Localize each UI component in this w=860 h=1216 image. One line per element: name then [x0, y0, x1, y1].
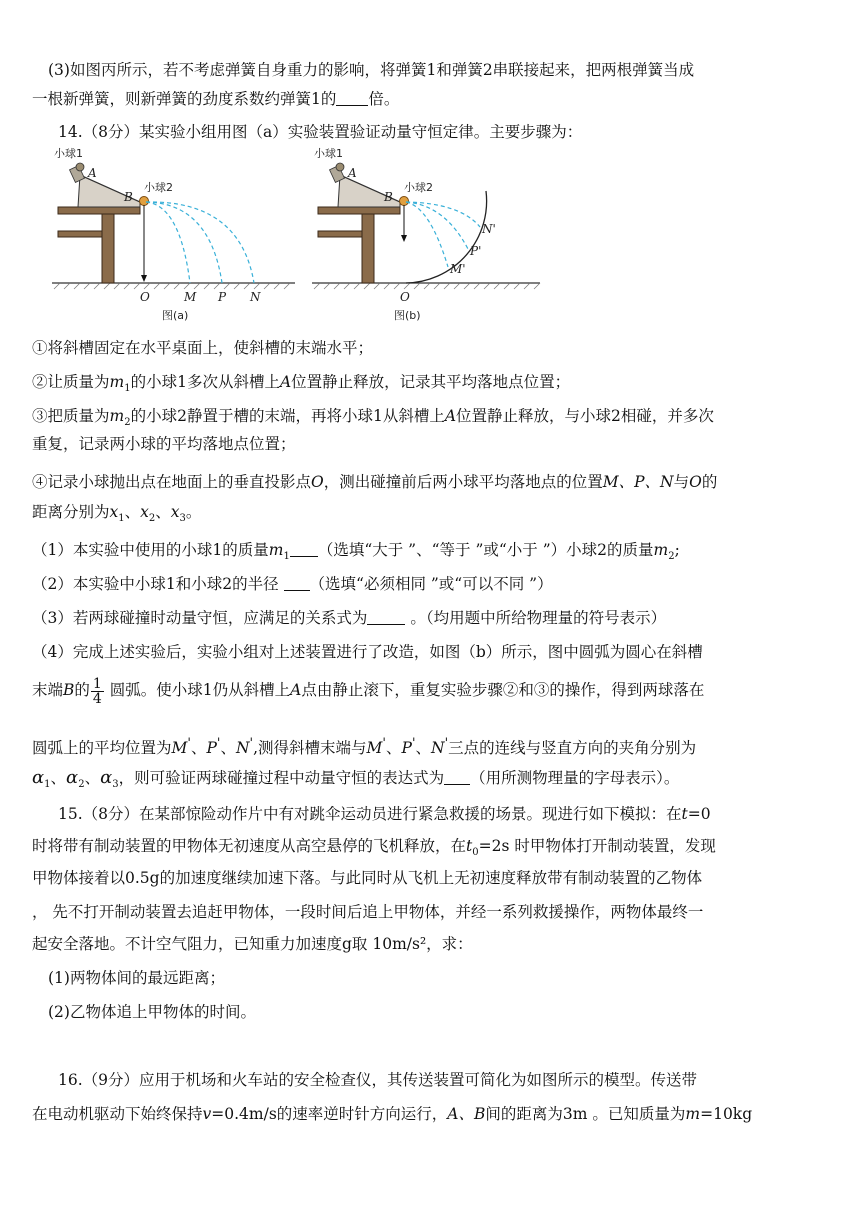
q16-line1: 16.（9分）应用于机场和火车站的安全检查仪，其传送装置可简化为如图所示的模型。传送带: [58, 1071, 698, 1089]
label-B: B: [124, 190, 133, 204]
caption-a: 图(a): [162, 309, 189, 322]
label-N-prime: N': [482, 222, 496, 236]
q14-sub4-line3: 圆弧上的平均位置为M'、P'、N',测得斜槽末端与M'、P'、N'三点的连线与竖直方向的夹角分别为: [32, 736, 697, 758]
q15-line2: 时将带有制动装置的甲物体无初速度从高空悬停的飞机释放，在$t_0=2s$ 时甲物体打开制动装置，发现: [32, 837, 716, 859]
q15-line1: 15.（8分）在某部惊险动作片中有对跳伞运动员进行紧急救援的场景。现进行如下模拟：在t=0: [58, 805, 711, 823]
caption-b: 图(b): [394, 309, 421, 322]
q13-part3-line2: 一根新弹簧，则新弹簧的劲度系数约弹簧1的 倍。: [32, 87, 820, 111]
answer-blank[interactable]: [284, 572, 310, 591]
answer-blank[interactable]: [444, 766, 470, 785]
label-M-prime: M': [450, 262, 466, 276]
label-ball1: 小球1: [314, 147, 343, 160]
label-A: A: [348, 166, 357, 180]
q14-sub3: （3）若两球碰撞时动量守恒，应满足的关系式为 。（均用题中所给物理量的符号表示）: [32, 606, 820, 630]
label-N: N: [250, 290, 261, 304]
label-B: B: [384, 190, 393, 204]
q14-step4-line1: ④记录小球抛出点在地面上的垂直投影点O，测出碰撞前后两小球平均落地点的位置M、P、N与O的: [32, 473, 718, 491]
q13-part3-line1: (3)如图丙所示，若不考虑弹簧自身重力的影响，将弹簧1和弹簧2串联接起来，把两根弹簧当成: [48, 61, 695, 79]
label-O: O: [400, 290, 410, 304]
q14-step2: ②让质量为$m_1$的小球1多次从斜槽上A位置静止释放，记录其平均落地点位置；: [32, 373, 571, 395]
label-P-prime: P': [470, 244, 482, 258]
label-M: M: [184, 290, 197, 304]
q14-step4-line2: 距离分别为$x_1$、$x_2$、$x_3$。: [32, 503, 202, 525]
label-ball1: 小球1: [54, 147, 83, 160]
label-ball2: 小球2: [404, 181, 433, 194]
q14-step3-line2: 重复，记录两小球的平均落地点位置；: [32, 435, 296, 453]
q14-step3-line1: ③把质量为$m_2$的小球2静置于槽的末端，再将小球1从斜槽上A位置静止释放，与小球2相碰，并多次: [32, 407, 714, 429]
label-O: O: [140, 290, 150, 304]
label-P: P: [218, 290, 227, 304]
q15-line3: 甲物体接着以0.5g的加速度继续加速下落。与此同时从飞机上无初速度释放带有制动装置的乙物体: [32, 869, 703, 887]
fraction-one-quarter: $\frac{1}{4}$: [92, 675, 102, 707]
q14-header: 14.（8分）某实验小组用图（a）实验装置验证动量守恒定律。主要步骤为：: [58, 123, 583, 141]
q15-line5: 起安全落地。不计空气阻力，已知重力加速度g取 10m/s²，求：: [32, 935, 473, 953]
q14-sub4-line4: $\alpha_1$、$\alpha_2$、$\alpha_3$，则可验证两球碰撞过程中动量守恒的表达式为 （用所测物理量的字母表示）。: [32, 767, 680, 791]
label-A: A: [88, 166, 97, 180]
q16-line2: 在电动机驱动下始终保持v=0.4m/s的速率逆时针方向运行，A、B间的距离为3m 。已知质量为m=10kg: [32, 1105, 753, 1123]
answer-blank[interactable]: [336, 87, 368, 106]
answer-blank[interactable]: [290, 538, 318, 557]
q15-line4: ， 先不打开制动装置去追赶甲物体，一段时间后追上甲物体，并经一系列救援操作，两物体最终一: [32, 903, 704, 921]
label-ball2: 小球2: [144, 181, 173, 194]
q14-sub4-line1: （4）完成上述实验后，实验小组对上述装置进行了改造，如图（b）所示，图中圆弧为圆心在斜槽: [32, 643, 703, 661]
q14-sub1: （1）本实验中使用的小球1的质量$m_1$ （选填“大于 ”、“等于 ”或“小于 ”）小球2的质量$m_2$;: [32, 538, 820, 569]
answer-blank[interactable]: [367, 606, 405, 625]
q15-sub2: (2)乙物体追上甲物体的时间。: [48, 1003, 256, 1021]
figure-b: [310, 145, 550, 325]
q15-sub1: (1)两物体间的最远距离；: [48, 969, 225, 987]
q14-sub4-line2: 末端B的 $\frac{1}{4}$ 圆弧。使小球1仍从斜槽上A点由静止滚下，重复实验步骤②和③的操作，得到两球落在: [32, 675, 705, 707]
q14-sub2: （2）本实验中小球1和小球2的半径 （选填“必须相同 ”或“可以不同 ”）: [32, 572, 820, 596]
figure-a: [50, 145, 300, 325]
q14-step1: ①将斜槽固定在水平桌面上，使斜槽的末端水平；: [32, 339, 374, 357]
